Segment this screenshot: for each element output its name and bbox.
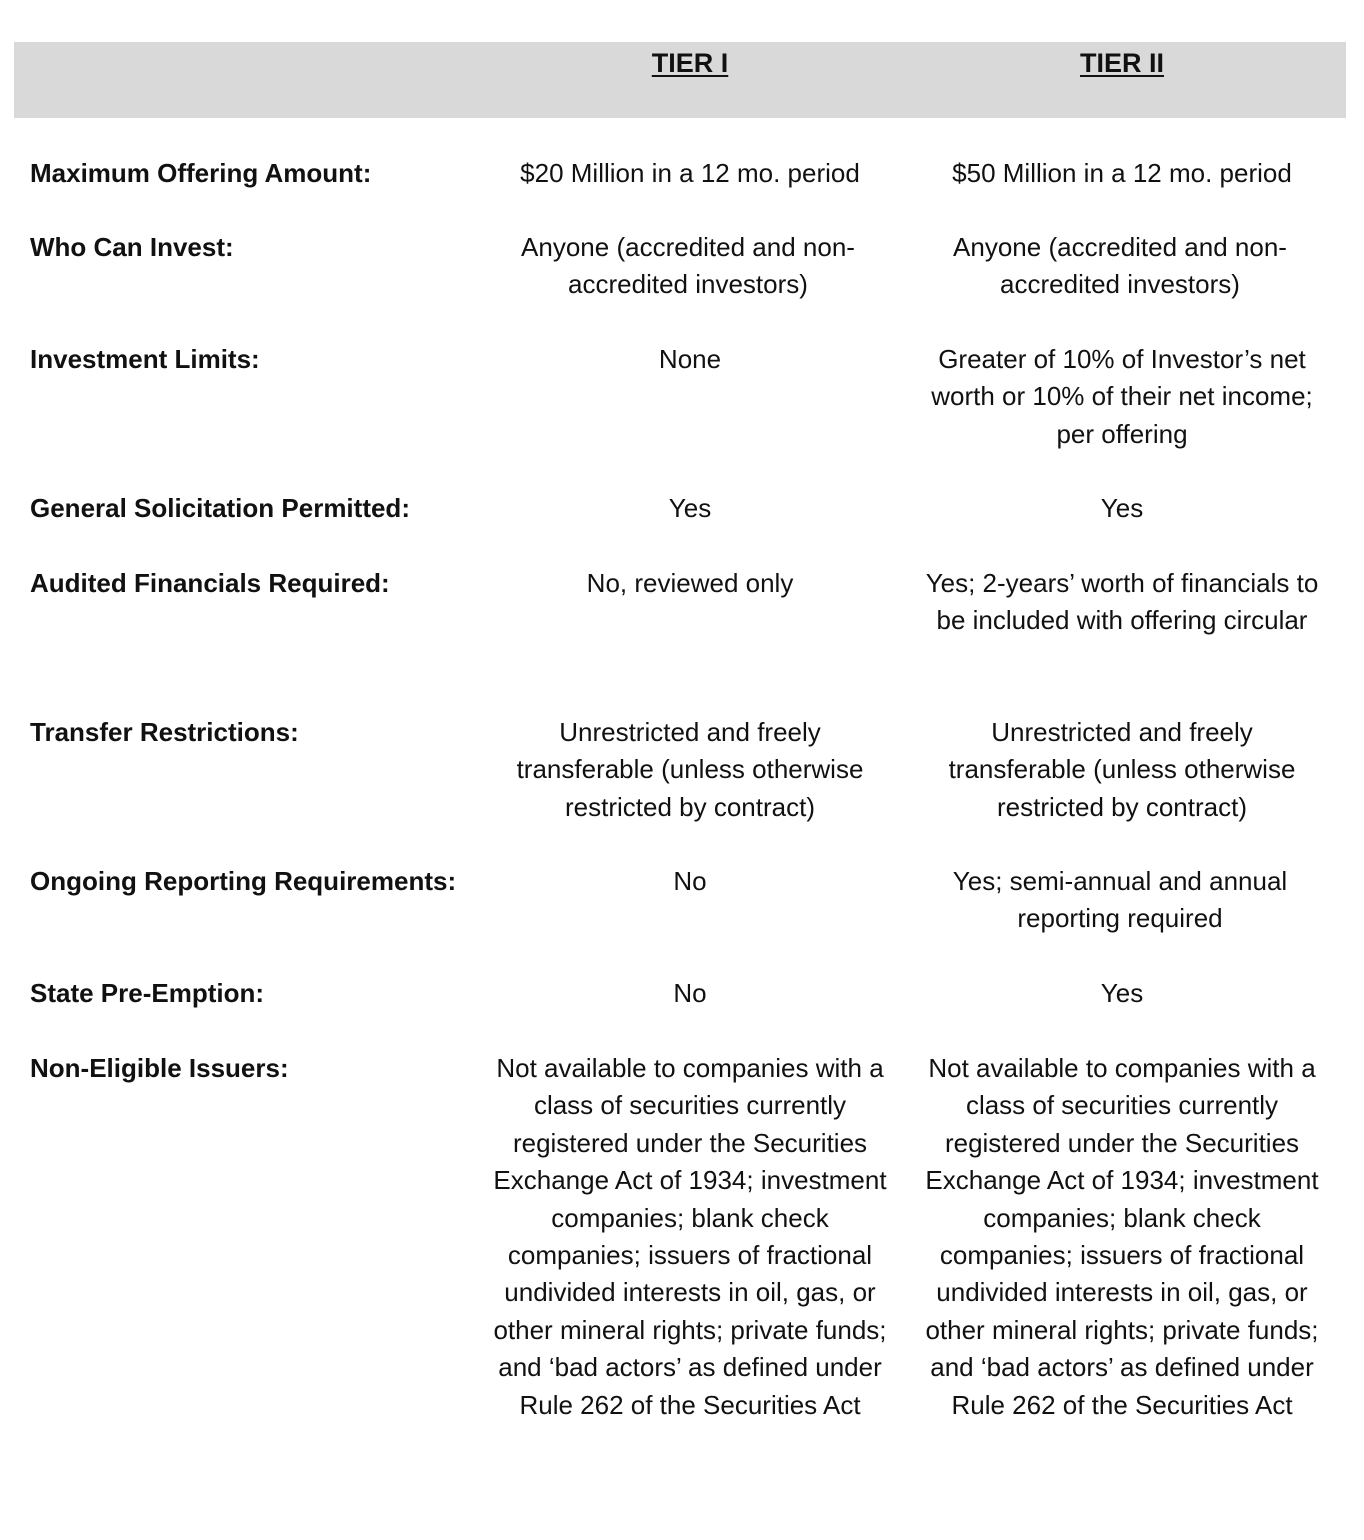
row-label: Who Can Invest: [30, 232, 234, 262]
tier-2-heading: TIER II [1079, 48, 1164, 78]
tier-1-value: Not available to companies with a class of securities currently registered under the Securities Exchange Act of 1934; investment companies; blank check companies; issuers of fractional undivided interests in oil, gas, or other mineral rights; private funds; and ‘bad actors’ as defined under Rule 262 of the Securities Act [493, 1053, 887, 1420]
tier-2-value: Greater of 10% of Investor’s net worth or 10% of their net income; per offering [931, 344, 1313, 449]
tier-2-value: Yes; 2-years’ worth of financials to be included with offering circular [925, 568, 1319, 636]
tier-1-value: None [658, 344, 722, 374]
tier-1-value: $20 Million in a 12 mo. period [520, 158, 860, 188]
tier-2-value: Unrestricted and freely transferable (unless otherwise restricted by contract) [948, 717, 1296, 822]
tier-1-value: No, reviewed only [586, 568, 794, 598]
tier-1-value: Anyone (accredited and non-accredited investors) [521, 232, 855, 300]
tier-2-value: Yes; semi-annual and annual reporting required [952, 866, 1288, 934]
row-label: General Solicitation Permitted: [30, 493, 410, 523]
tier-1-heading: TIER I [651, 48, 729, 78]
tier-2-value: Anyone (accredited and non-accredited investors) [953, 232, 1287, 300]
row-label: Ongoing Reporting Requirements: [30, 866, 457, 896]
tier-2-value: Yes [1100, 978, 1144, 1008]
tier-1-value: No [673, 978, 707, 1008]
row-label: Audited Financials Required: [30, 568, 390, 598]
row-label: State Pre-Emption: [30, 978, 265, 1008]
row-label: Non-Eligible Issuers: [30, 1053, 289, 1083]
tier-1-value: Unrestricted and freely transferable (unless otherwise restricted by contract) [516, 717, 864, 822]
row-label: Investment Limits: [30, 344, 260, 374]
tier-1-value: No [673, 866, 707, 896]
row-label: Maximum Offering Amount: [30, 158, 372, 188]
tier-2-value: Not available to companies with a class of securities currently registered under the Securities Exchange Act of 1934; investment companies; blank check companies; issuers of fractional undivided interests in oil, gas, or other mineral rights; private funds; and ‘bad actors’ as defined under Rule 262 of the Securities Act [925, 1053, 1319, 1420]
tier-1-value: Yes [668, 493, 712, 523]
tier-2-value: $50 Million in a 12 mo. period [952, 158, 1292, 188]
tier-2-value: Yes [1100, 493, 1144, 523]
row-label: Transfer Restrictions: [30, 717, 299, 747]
